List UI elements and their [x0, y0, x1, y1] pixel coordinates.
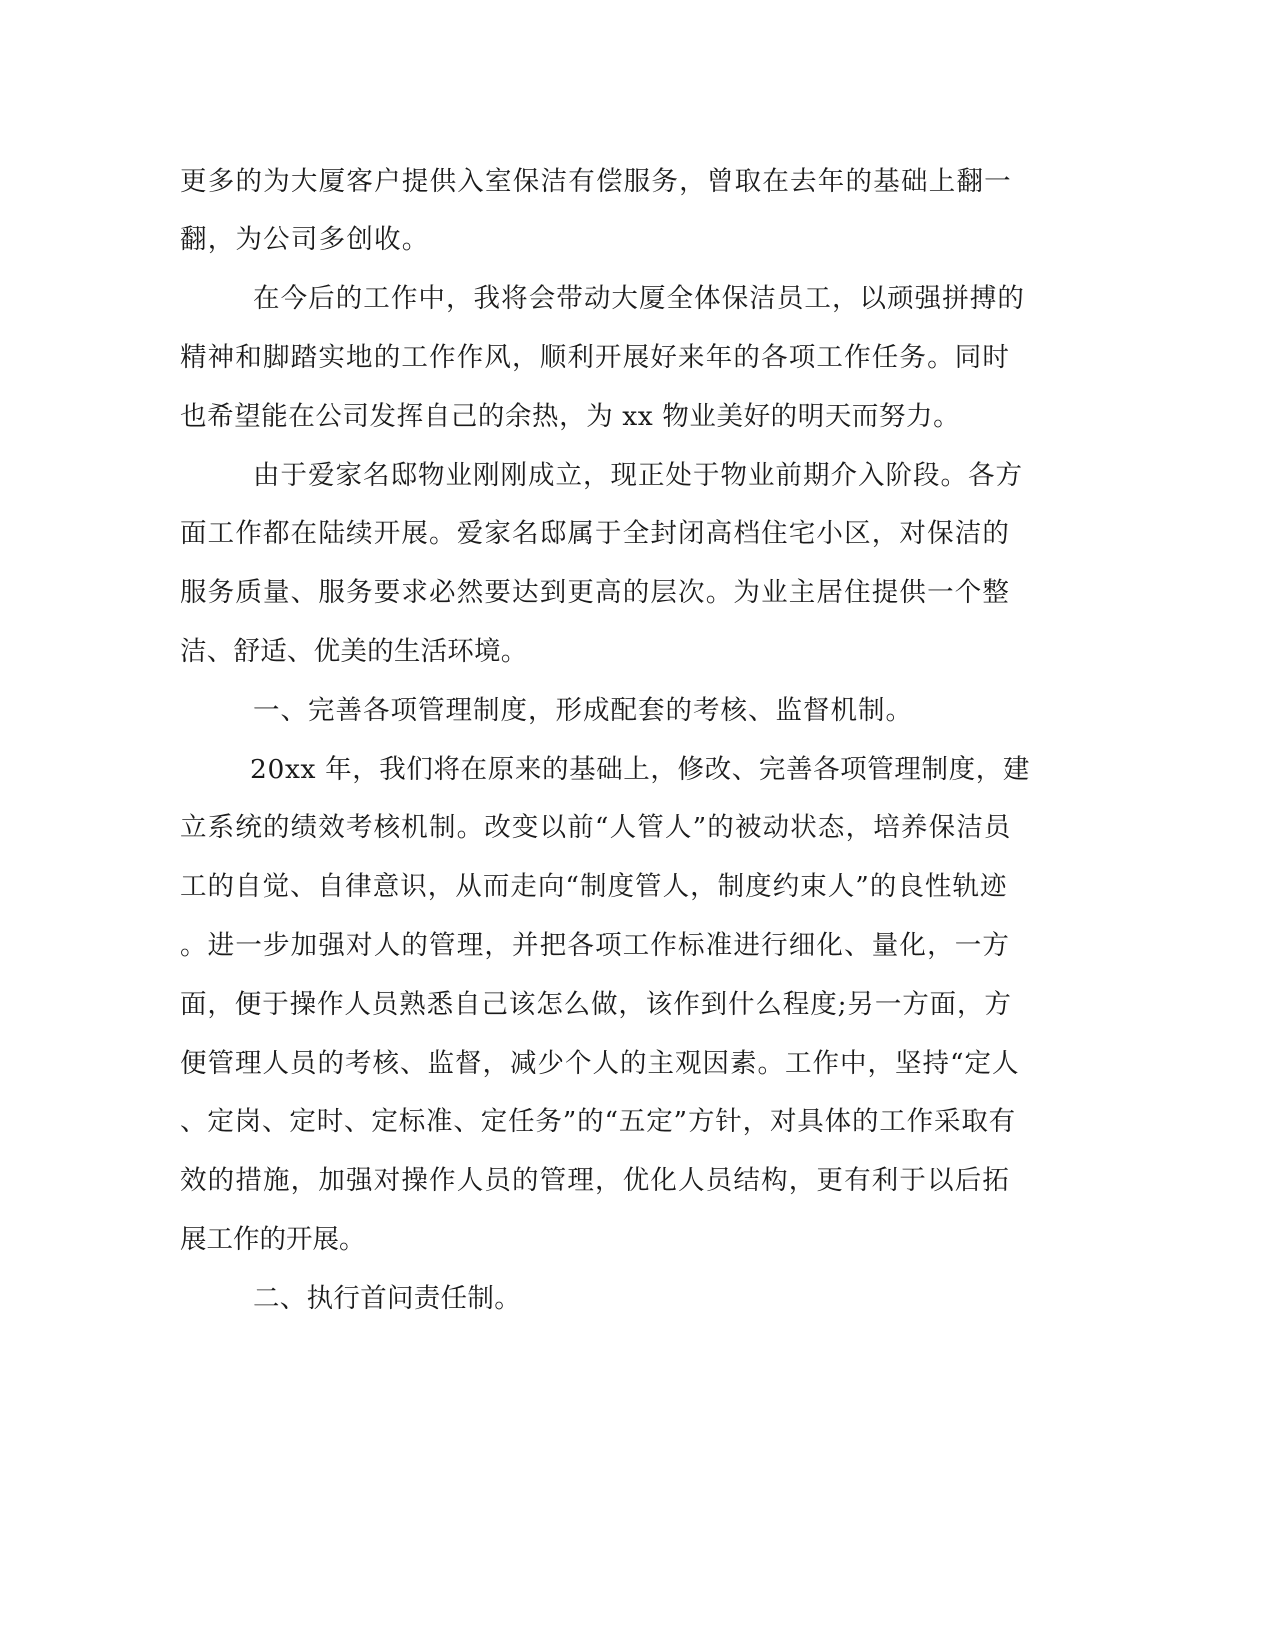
body-line: 、定岗、定时、定标准、定任务”的“五定”方针，对具体的工作采取有: [180, 1106, 1017, 1137]
body-line: 翻，为公司多创收。: [180, 224, 430, 255]
body-line: 精神和脚踏实地的工作作风，顺利开展好来年的各项工作任务。同时: [180, 342, 1011, 373]
body-line: 面工作都在陆续开展。爱家名邸属于全封闭高档住宅小区，对保洁的: [180, 518, 1011, 549]
body-line: 也希望能在公司发挥自己的余热，为 xx 物业美好的明天而努力。: [180, 401, 961, 432]
body-line: 。进一步加强对人的管理，并把各项工作标准进行细化、量化，一方: [180, 930, 1011, 961]
body-line: 由于爱家名邸物业刚刚成立，现正处于物业前期介入阶段。各方: [253, 460, 1023, 491]
body-line: 展工作的开展。: [180, 1224, 366, 1255]
body-line: 更多的为大厦客户提供入室保洁有偿服务，曾取在去年的基础上翻一: [180, 166, 1012, 197]
body-line: 立系统的绩效考核机制。改变以前“人管人”的被动状态，培养保洁员: [180, 812, 1012, 843]
section-heading: 二、执行首问责任制。: [253, 1283, 521, 1314]
body-line: 20xx 年，我们将在原来的基础上，修改、完善各项管理制度，建: [250, 754, 1030, 785]
body-line: 工的自觉、自律意识，从而走向“制度管人，制度约束人”的良性轨迹: [180, 871, 1008, 902]
body-line: 洁、舒适、优美的生活环境。: [180, 636, 528, 667]
body-line: 面，便于操作人员熟悉自己该怎么做，该作到什么程度;另一方面，方: [180, 989, 1012, 1020]
body-line: 在今后的工作中，我将会带动大厦全体保洁员工，以顽强拼搏的: [253, 283, 1025, 314]
body-line: 服务质量、服务要求必然要达到更高的层次。为业主居住提供一个整: [180, 577, 1011, 608]
body-line: 效的措施，加强对操作人员的管理，优化人员结构，更有利于以后拓: [180, 1165, 1011, 1196]
body-line: 便管理人员的考核、监督，减少个人的主观因素。工作中，坚持“定人: [180, 1048, 1020, 1079]
section-heading: 一、完善各项管理制度，形成配套的考核、监督机制。: [253, 695, 913, 726]
